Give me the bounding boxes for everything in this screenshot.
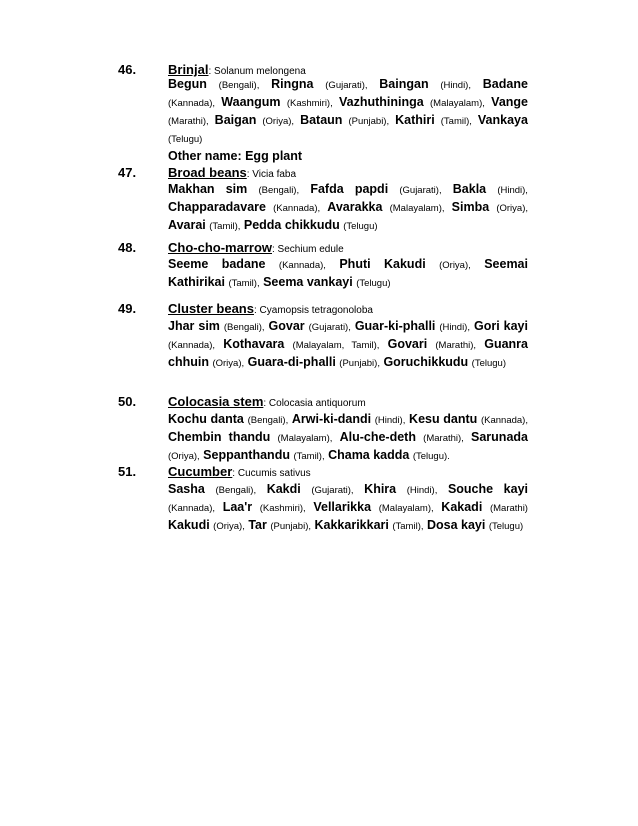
language-label: (Kannada), xyxy=(278,260,326,271)
language-label: (Telugu) xyxy=(471,358,506,369)
names-paragraph xyxy=(168,256,528,292)
language-label: (Marathi), xyxy=(423,433,464,444)
entry-number: 46. xyxy=(118,62,137,77)
language-label: (Oriya), xyxy=(212,358,245,369)
language-label: (Kannada), xyxy=(273,203,321,214)
names-paragraph xyxy=(168,318,528,372)
common-name: Cluster beans xyxy=(168,301,254,316)
regional-names xyxy=(168,318,528,372)
vernacular-name: Chembin thandu xyxy=(168,430,271,444)
vernacular-name: Seemai Kathirikai xyxy=(168,257,528,289)
language-label: (Marathi) xyxy=(489,503,528,514)
vernacular-name: Souche kayi xyxy=(447,482,528,496)
vernacular-name: Avarai xyxy=(168,218,206,232)
other-name: Other name: Egg plant xyxy=(168,149,303,163)
vernacular-name: Kakkarikkari xyxy=(314,518,389,532)
entry-heading xyxy=(168,301,528,319)
vernacular-name: Baigan xyxy=(214,113,257,127)
language-label: (Malayalam, Tamil), xyxy=(292,340,380,351)
vernacular-name: Kakudi xyxy=(168,518,210,532)
vernacular-name: Sarunada xyxy=(471,430,528,444)
language-label: (Marathi), xyxy=(435,340,477,351)
language-label: (Telugu) xyxy=(488,521,524,532)
vernacular-name: Arwi-ki-dandi xyxy=(291,412,372,426)
vernacular-name: Bataun xyxy=(300,113,343,127)
vernacular-name: Baingan xyxy=(379,77,429,91)
scientific-name: : Cyamopsis tetragonoloba xyxy=(253,305,373,316)
vernacular-name: Kakdi xyxy=(266,482,301,496)
vernacular-name: Chapparadavare xyxy=(168,200,266,214)
vernacular-name: Chama kadda xyxy=(328,448,410,462)
language-label: (Bengali), xyxy=(247,415,289,426)
language-label: (Bengali), xyxy=(223,322,265,333)
entry-number: 48. xyxy=(118,240,137,255)
names-paragraph xyxy=(168,76,528,148)
language-label: (Hindi), xyxy=(406,485,438,496)
regional-names xyxy=(168,76,528,165)
language-label: (Hindi), xyxy=(439,322,470,333)
vernacular-name: Dosa kayi xyxy=(426,518,486,532)
vernacular-name: Kakadi xyxy=(441,500,483,514)
vernacular-name: Avarakka xyxy=(327,200,383,214)
regional-names xyxy=(168,181,528,235)
entry-number: 49. xyxy=(118,301,137,316)
common-name: Broad beans xyxy=(168,165,247,180)
scientific-name: : Sechium edule xyxy=(272,244,344,255)
vernacular-name: Vellarikka xyxy=(313,500,372,514)
vernacular-name: Govar xyxy=(268,319,305,333)
language-label: (Gujarati), xyxy=(325,80,368,91)
vernacular-name: Ringna xyxy=(271,77,314,91)
language-label: (Tamil), xyxy=(392,521,424,532)
vernacular-name: Badane xyxy=(482,77,528,91)
language-label: (Kannada), xyxy=(168,340,216,351)
language-label: (Tamil), xyxy=(440,116,472,127)
language-label: (Kashmiri), xyxy=(259,503,306,514)
language-label: (Bengali), xyxy=(258,185,300,196)
language-label: (Punjabi), xyxy=(270,521,312,532)
language-label: (Gujarati), xyxy=(308,322,351,333)
entry-heading xyxy=(168,394,528,412)
language-label: (Hindi), xyxy=(497,185,528,196)
language-label: (Kashmiri), xyxy=(286,98,333,109)
vernacular-name: Alu-che-deth xyxy=(339,430,416,444)
vernacular-name: Kothavara xyxy=(223,337,285,351)
language-label: (Kannada), xyxy=(168,98,216,109)
vernacular-name: Begun xyxy=(168,77,207,91)
vernacular-name: Gori kayi xyxy=(473,319,528,333)
vernacular-name: Kesu dantu xyxy=(409,412,478,426)
regional-names xyxy=(168,481,528,535)
vernacular-name: Bakla xyxy=(452,182,487,196)
vernacular-name: Seeme badane xyxy=(168,257,266,271)
vernacular-name: Sasha xyxy=(168,482,205,496)
language-label: (Malayalam), xyxy=(378,503,434,514)
scientific-name: : Colocasia antiquorum xyxy=(263,398,366,409)
language-label: (Oriya), xyxy=(496,203,528,214)
vernacular-name: Govari xyxy=(387,337,428,351)
vernacular-name: Kochu danta xyxy=(168,412,244,426)
vernacular-name: Seppanthandu xyxy=(203,448,290,462)
scientific-name: : Vicia faba xyxy=(246,169,297,180)
entry-number: 47. xyxy=(118,165,137,180)
language-label: (Malayalam), xyxy=(389,203,445,214)
vernacular-name: Seema vankayi xyxy=(263,275,353,289)
language-label: (Punjabi), xyxy=(339,358,380,369)
vernacular-name: Fafda papdi xyxy=(310,182,389,196)
names-paragraph xyxy=(168,481,528,535)
language-label: (Kannada), xyxy=(168,503,216,514)
language-label: (Marathi), xyxy=(168,116,209,127)
language-label: (Oriya), xyxy=(439,260,471,271)
language-label: (Tamil), xyxy=(209,221,241,232)
vernacular-name: Makhan sim xyxy=(168,182,248,196)
language-label: (Malayalam), xyxy=(277,433,333,444)
language-label: (Telugu) xyxy=(356,278,391,289)
common-name: Cho-cho-marrow xyxy=(168,240,272,255)
common-name: Colocasia stem xyxy=(168,394,264,409)
language-label: (Bengali), xyxy=(218,80,260,91)
language-label: (Oriya), xyxy=(168,451,200,462)
names-paragraph xyxy=(168,181,528,235)
vernacular-name: Khira xyxy=(364,482,397,496)
language-label: (Malayalam), xyxy=(430,98,485,109)
language-label: (Oriya), xyxy=(262,116,295,127)
language-label: (Bengali), xyxy=(215,485,257,496)
common-name: Cucumber xyxy=(168,464,233,479)
language-label: (Oriya), xyxy=(213,521,245,532)
vernacular-name: Simba xyxy=(451,200,490,214)
language-label: (Kannada), xyxy=(480,415,528,426)
vernacular-name: Vazhuthininga xyxy=(339,95,424,109)
language-label: (Gujarati), xyxy=(311,485,354,496)
names-paragraph xyxy=(168,411,528,465)
language-label: (Tamil), xyxy=(228,278,260,289)
language-label: (Hindi), xyxy=(374,415,406,426)
language-label: (Telugu). xyxy=(412,451,450,462)
scientific-name: : Solanum melongena xyxy=(208,66,306,77)
entry-number: 50. xyxy=(118,394,137,409)
language-label: (Tamil), xyxy=(293,451,325,462)
vernacular-name: Vankaya xyxy=(477,113,528,127)
common-name: Brinjal xyxy=(168,62,209,77)
vernacular-name: Guar-ki-phalli xyxy=(354,319,436,333)
vernacular-name: Jhar sim xyxy=(168,319,220,333)
vernacular-name: Laa'r xyxy=(222,500,253,514)
language-label: (Telugu) xyxy=(168,134,203,145)
language-label: (Telugu) xyxy=(343,221,378,232)
vernacular-name: Tar xyxy=(248,518,267,532)
scientific-name: : Cucumis sativus xyxy=(232,468,311,479)
entry-number: 51. xyxy=(118,464,137,479)
vernacular-name: Vange xyxy=(491,95,528,109)
vernacular-name: Kathiri xyxy=(395,113,435,127)
vernacular-name: Guara-di-phalli xyxy=(247,355,336,369)
vernacular-name: Goruchikkudu xyxy=(383,355,469,369)
language-label: (Punjabi), xyxy=(348,116,390,127)
language-label: (Hindi), xyxy=(440,80,471,91)
regional-names xyxy=(168,411,528,465)
vernacular-name: Phuti Kakudi xyxy=(339,257,426,271)
regional-names xyxy=(168,256,528,292)
language-label: (Gujarati), xyxy=(399,185,442,196)
vernacular-name: Guanra chhuin xyxy=(168,337,528,369)
vernacular-name: Waangum xyxy=(221,95,281,109)
vernacular-name: Pedda chikkudu xyxy=(243,218,340,232)
entry-heading xyxy=(168,464,528,482)
